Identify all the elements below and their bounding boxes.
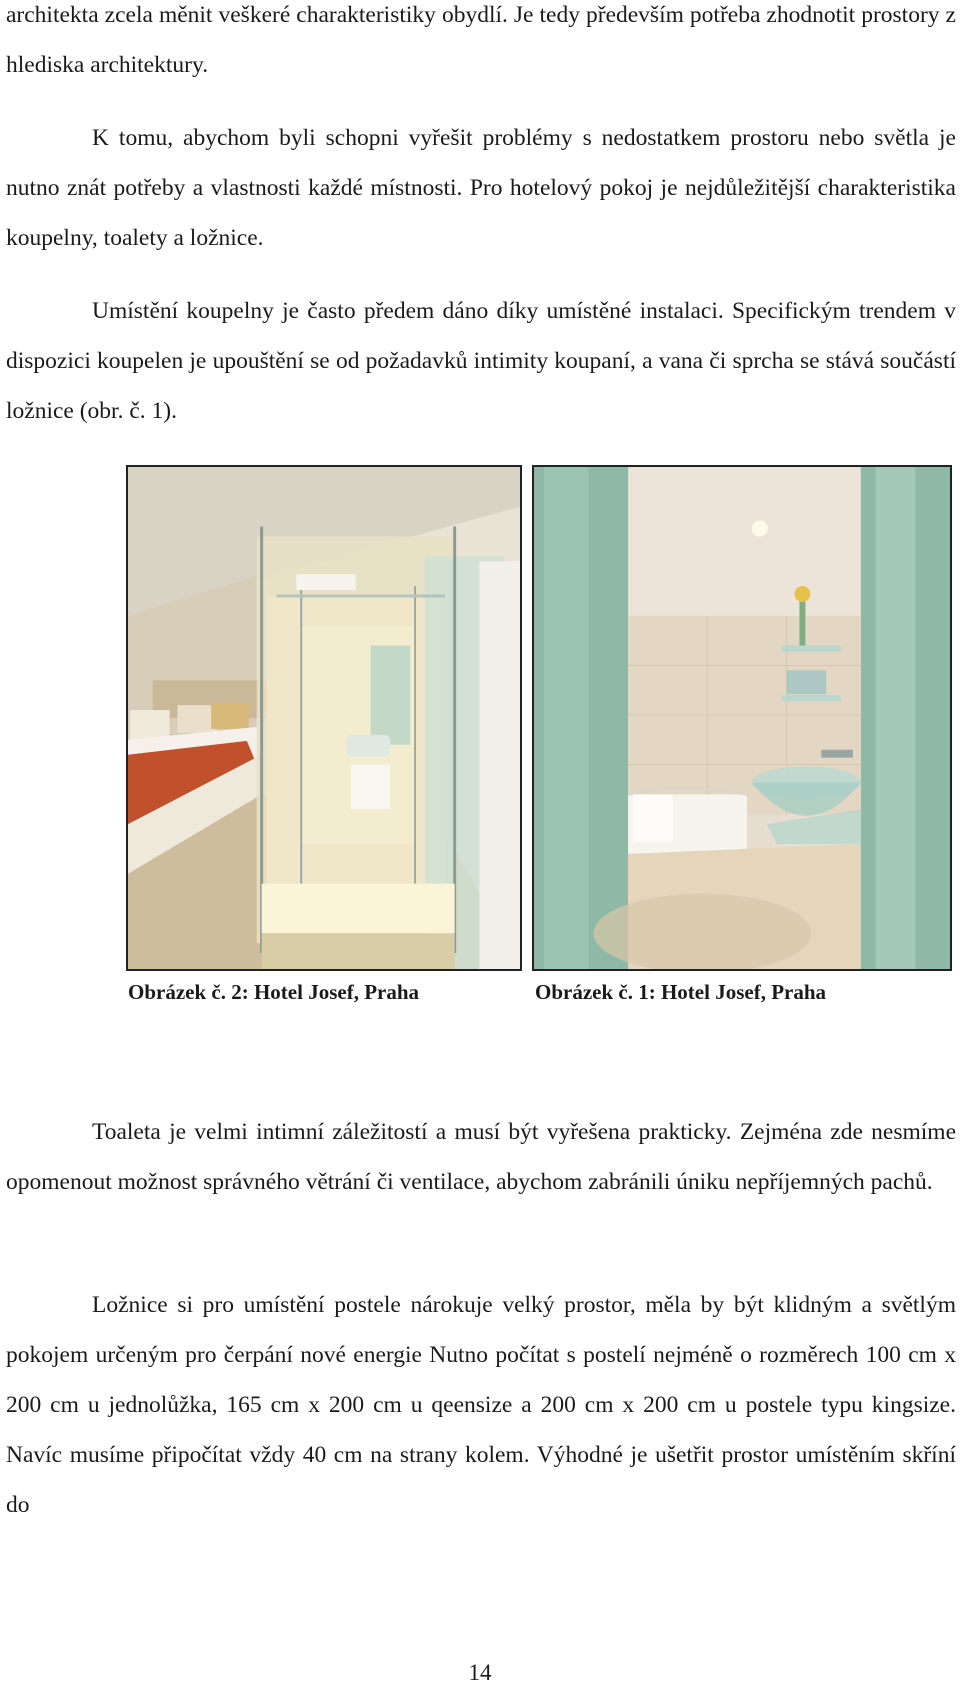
bedroom-illustration	[128, 467, 520, 969]
paragraph-toilet: Toaleta je velmi intimní záležitostí a musí být vyřešena prakticky. Zejména zde nesmíme opomenout možnost správného větrání či ventilace, abychom zabránili úniku nepříjemných pachů.	[6, 1119, 956, 1195]
paragraph-bedroom: Ložnice si pro umístění postele nárokuje velký prostor, měla by být klidným a světlým pokojem určeným pro čerpání nové energie Nutno počítat s postelí nejméně o rozměrech 100 cm x 200 cm u jednolůžka, 165 cm x 200 cm u qeensize a 200 cm x 200 cm u postele typu kingsize. Navíc musíme připočítat vždy 40 cm na strany kolem. Výhodné je ušetřit prostor umístěním skříní do	[6, 1292, 956, 1518]
photo-hotel-josef-bathroom	[532, 465, 952, 971]
caption-figure-1: Obrázek č. 1: Hotel Josef, Praha	[535, 980, 827, 1004]
page-number: 14	[468, 1660, 492, 1685]
bathroom-illustration	[534, 467, 950, 969]
paragraph-intro: architekta zcela měnit veškeré charakteristiky obydlí. Je tedy především potřeba zhodnotit prostory z hlediska architektury.	[6, 2, 956, 78]
caption-figure-2: Obrázek č. 2: Hotel Josef, Praha	[128, 980, 420, 1004]
paragraph-room-needs: K tomu, abychom byli schopni vyřešit problémy s nedostatkem prostoru nebo světla je nutno znát potřeby a vlastnosti každé místnosti. Pro hotelový pokoj je nejdůležitější charakteristika koupelny, toalety a ložnice.	[6, 125, 956, 251]
paragraph-bathroom: Umístění koupelny je často předem dáno díky umístěné instalaci. Specifickým trendem v dispozici koupelen je upouštění se od požadavků intimity koupaní, a vana či sprcha se stává součástí ložnice (obr. č. 1).	[6, 298, 956, 424]
photo-hotel-josef-bedroom	[126, 465, 522, 971]
